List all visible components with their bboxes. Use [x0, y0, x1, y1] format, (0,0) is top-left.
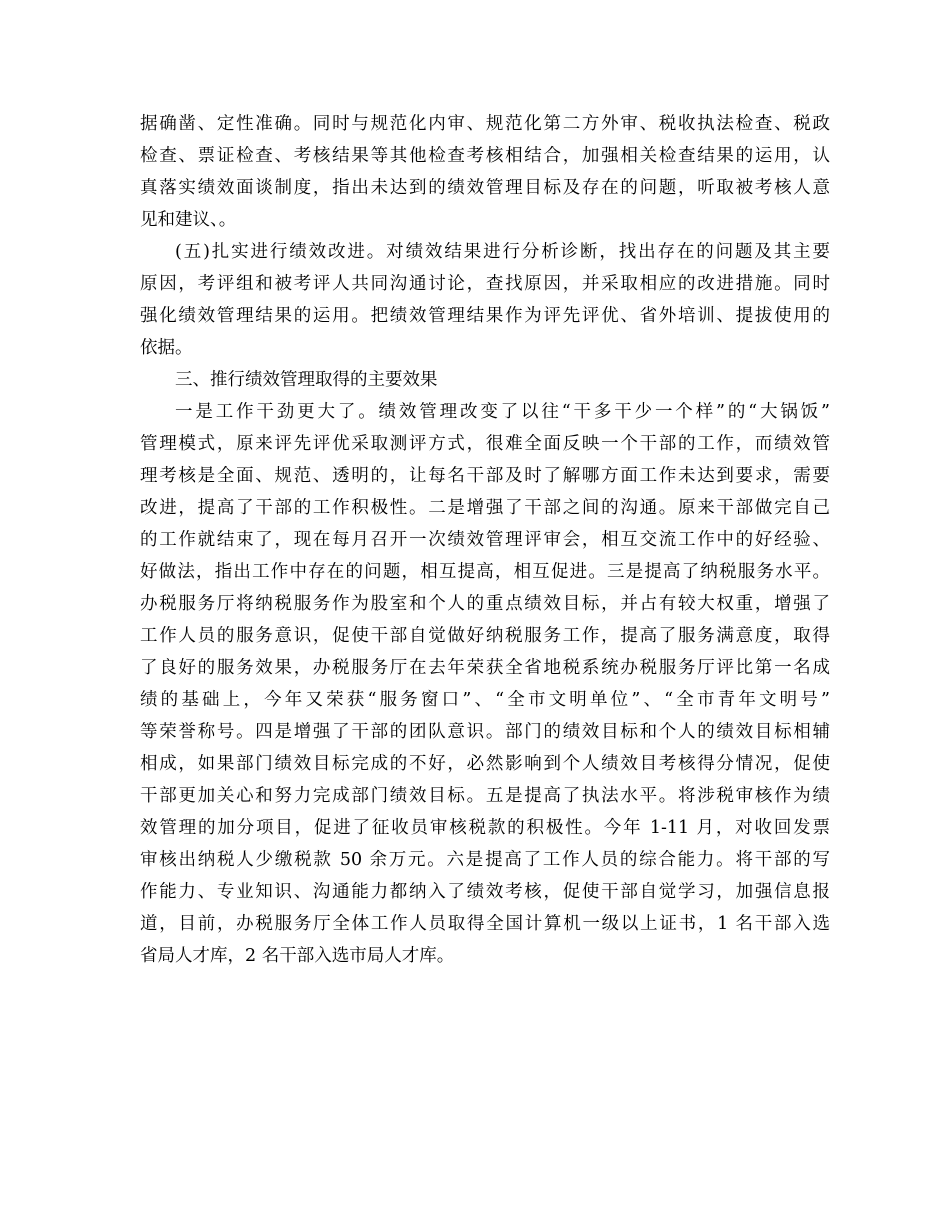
text-line: 好做法，指出工作中存在的问题，相互提高，相互促进。三是提高了纳税服务水平。: [140, 562, 830, 582]
text-line: 真落实绩效面谈制度，指出未达到的绩效管理目标及存在的问题，听取被考核人意: [140, 178, 830, 198]
text-line: 绩的基础上，今年又荣获“服务窗口”、“全市文明单位”、“全市青年文明号”: [140, 690, 830, 710]
text-line: 了良好的服务效果，办税服务厅在去年荣获全省地税系统办税服务厅评比第一名成: [140, 658, 830, 678]
section-heading-text: 三、推行绩效管理取得的主要效果: [175, 370, 438, 390]
text-line: 效管理的加分项目，促进了征收员审核税款的积极性。今年 1-11 月，对收回发票: [140, 818, 830, 838]
text-line: 道，目前，办税服务厅全体工作人员取得全国计算机一级以上证书，1 名干部入选: [140, 914, 830, 934]
text-line: 相成，如果部门绩效目标完成的不好，必然影响到个人绩效目考核得分情况，促使: [140, 754, 830, 774]
text-line: 见和建议、。: [140, 210, 237, 230]
text-line: 工作人员的服务意识，促使干部自觉做好纳税服务工作，提高了服务满意度，取得: [140, 626, 830, 646]
paragraph-performance-improvement: [140, 236, 830, 364]
paragraph-review-results: [140, 108, 830, 236]
paragraph-main-effects: [140, 396, 830, 972]
text-line: 办税服务厅将纳税服务作为股室和个人的重点绩效目标，并占有较大权重，增强了: [140, 594, 830, 614]
text-line: 的工作就结束了，现在每月召开一次绩效管理评审会，相互交流工作中的好经验、: [140, 530, 830, 550]
text-line: 依据。: [140, 338, 193, 358]
text-line: 干部更加关心和努力完成部门绩效目标。五是提高了执法水平。将涉税审核作为绩: [140, 786, 830, 806]
text-line: 管理模式，原来评先评优采取测评方式，很难全面反映一个干部的工作，而绩效管: [140, 434, 830, 454]
text-line: 据确凿、定性准确。同时与规范化内审、规范化第二方外审、税收执法检查、税政: [140, 114, 830, 134]
text-line: 理考核是全面、规范、透明的，让每名干部及时了解哪方面工作未达到要求，需要: [140, 466, 830, 486]
text-line: 强化绩效管理结果的运用。把绩效管理结果作为评先评优、省外培训、提拔使用的: [140, 306, 830, 326]
text-line: 改进，提高了干部的工作积极性。二是增强了干部之间的沟通。原来干部做完自己: [140, 498, 830, 518]
text-line: 检查、票证检查、考核结果等其他检查考核相结合，加强相关检查结果的运用，认: [140, 146, 830, 166]
text-line: 一是工作干劲更大了。绩效管理改变了以往“干多干少一个样”的“大锅饭”: [175, 402, 830, 422]
document-page: [140, 108, 830, 972]
section-heading: [140, 364, 830, 396]
text-line: 审核出纳税人少缴税款 50 余万元。六是提高了工作人员的综合能力。将干部的写: [140, 850, 830, 870]
text-line: 等荣誉称号。四是增强了干部的团队意识。部门的绩效目标和个人的绩效目标相辅: [140, 722, 830, 742]
text-line: 原因，考评组和被考评人共同沟通讨论，查找原因，并采取相应的改进措施。同时: [140, 274, 830, 294]
text-line: (五)扎实进行绩效改进。对绩效结果进行分析诊断，找出存在的问题及其主要: [175, 242, 830, 262]
text-line: 省局人才库，2 名干部入选市局人才库。: [140, 946, 455, 966]
text-line: 作能力、专业知识、沟通能力都纳入了绩效考核，促使干部自觉学习，加强信息报: [140, 882, 830, 902]
